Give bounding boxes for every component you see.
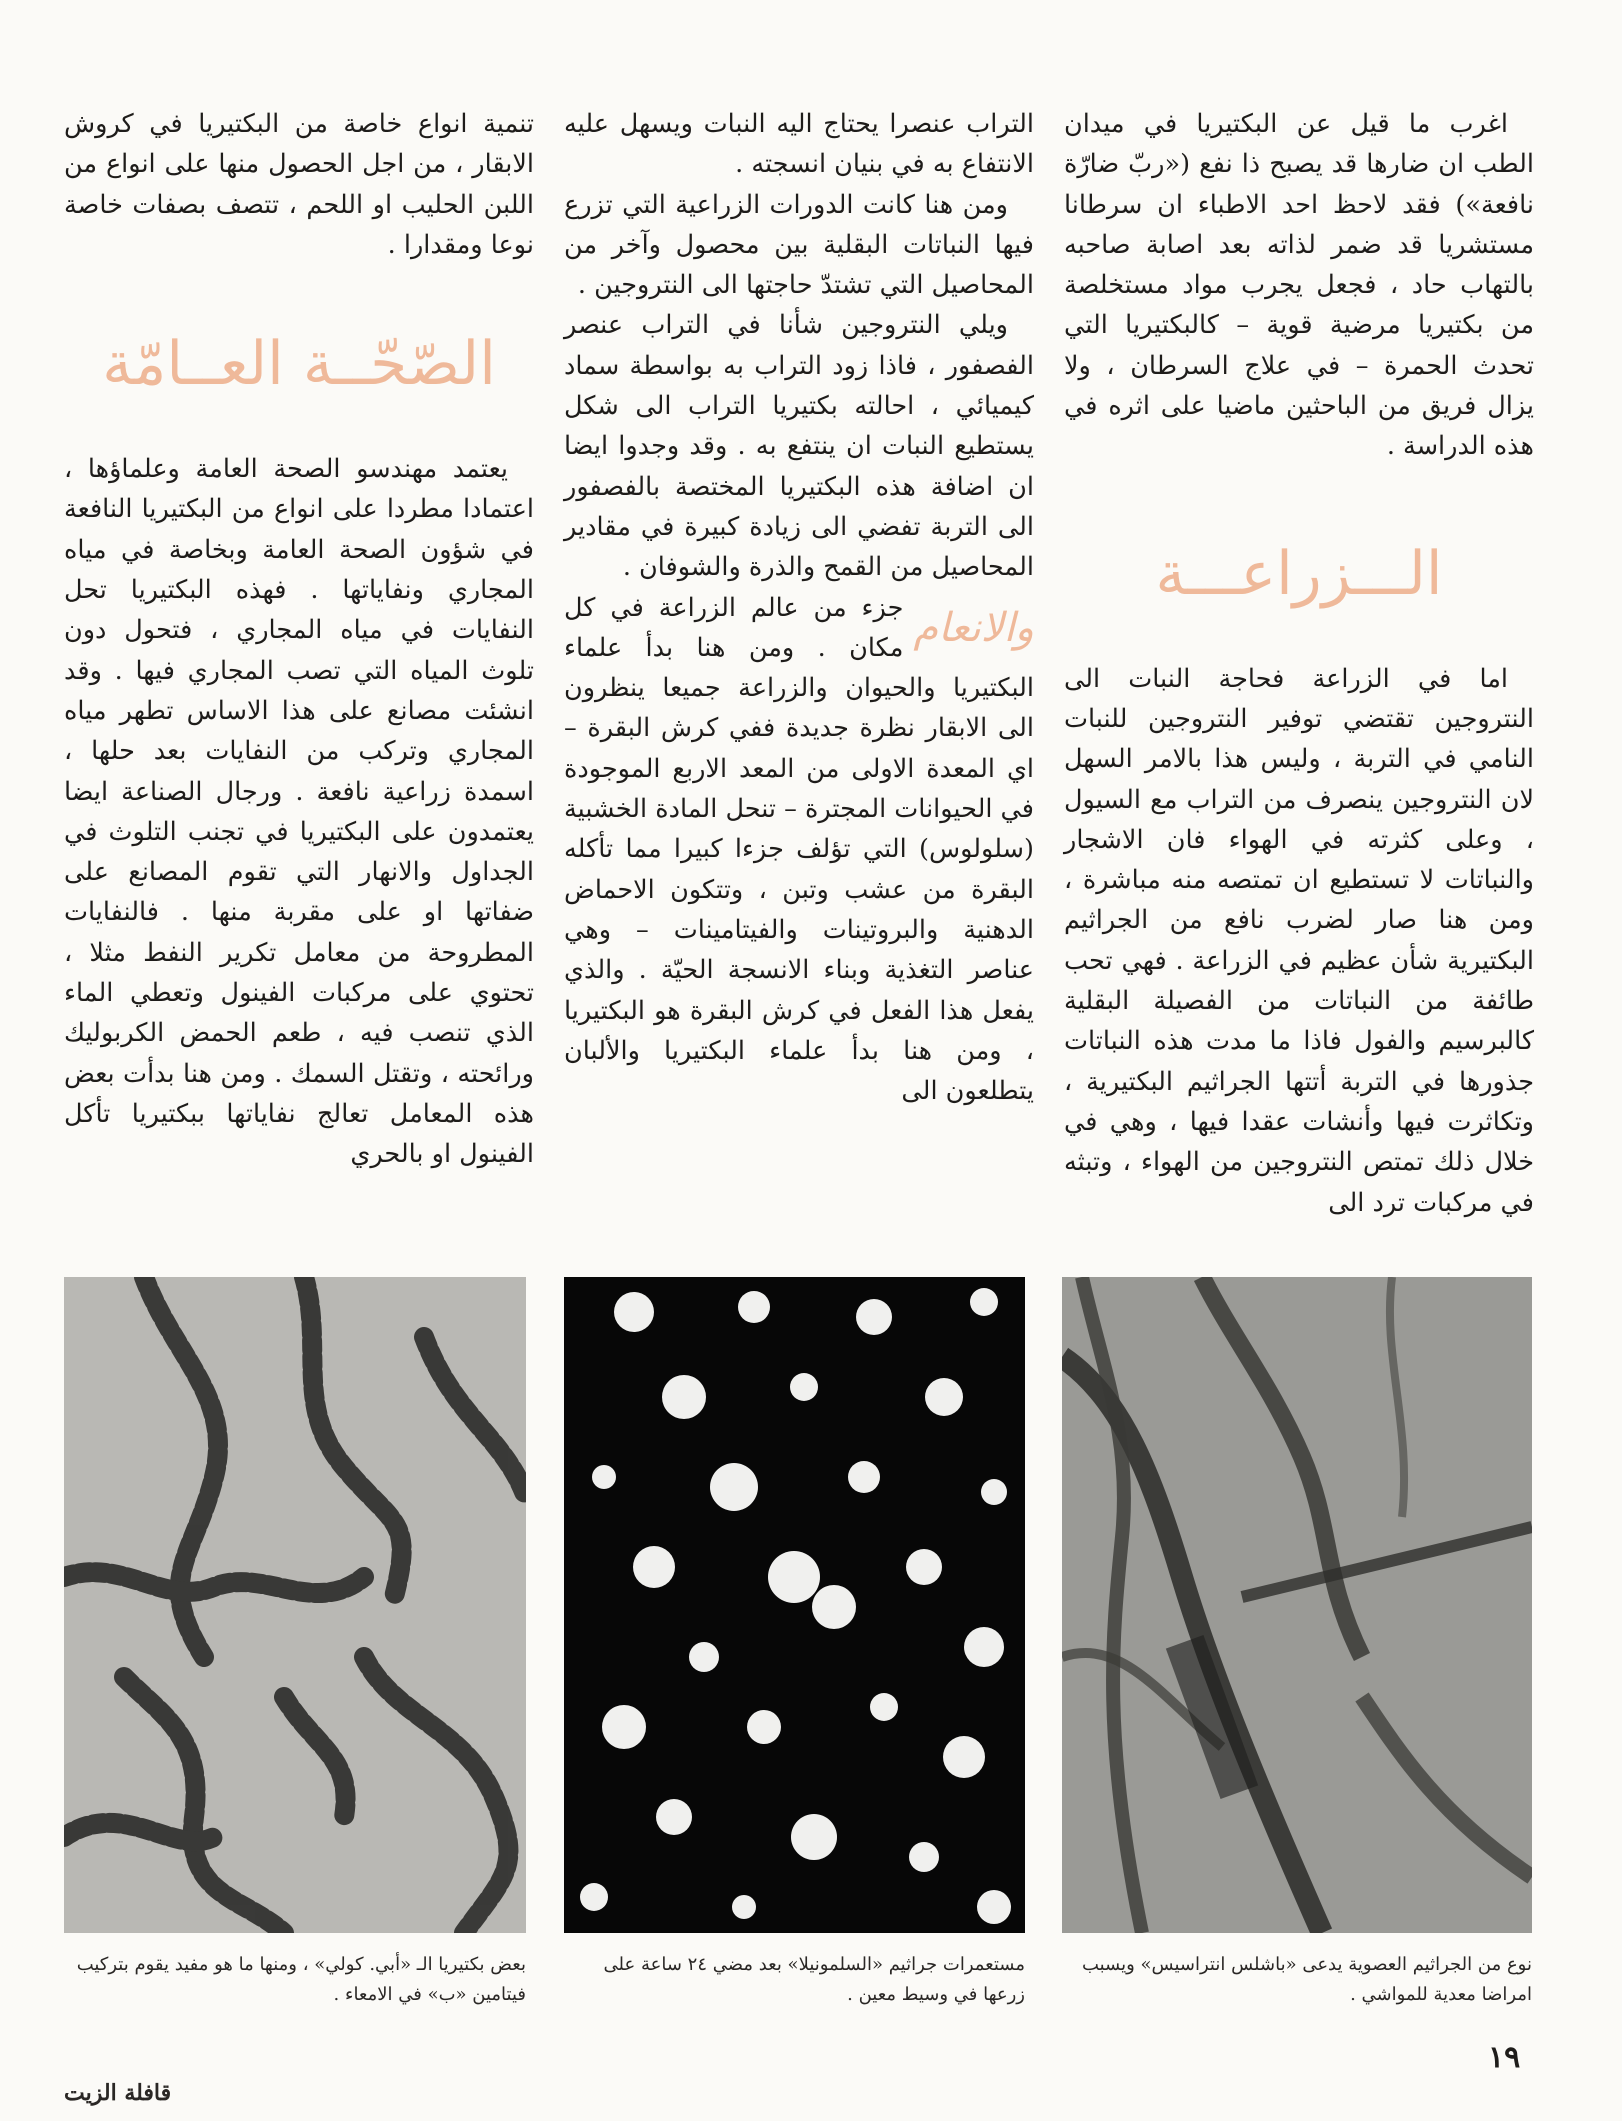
micrograph-anthracis [1062, 1277, 1532, 1933]
paragraph-agriculture: اما في الزراعة فحاجة النبات الى النتروجين تقتضي توفير النتروجين للنبات النامي في التربة ، وليس هذا بالامر السهل لان النتروجين ينصرف من التراب مع السيول ، وعلى كثرته في الهواء فان الاشجار والنباتات لا تستطيع ان تمتصه منه مباشرة ، ومن هنا صار لضرب نافع من الجراثيم البكتيرية شأن عظيم في الزراعة . فهي تحب طائفة من النباتات من الفصيلة البقلية كالبرسيم والفول فاذا ما مدت هذه النباتات جذورها في التربة أتتها الجراثيم البكتيرية ، وتكاثرت فيها وأنشات عقدا فيها ، وهي في خلال ذلك تمتص النتروجين من الهواء ، وتبثه في مركبات ترد الى [1064, 663, 1534, 1218]
paragraph-phosphorus: ويلي النتروجين شأنا في التراب عنصر الفصفور ، فاذا زود التراب به بواسطة سماد كيميائي ، احالته بكتيريا التراب الى شكل يستطيع النبات ان ينتفع به . وقد وجدوا ايضا ان اضافة هذه البكتيريا المختصة بالفصفور الى التربة تفضي الى زيادة كبيرة في مقادير المحاصيل من القمح والذرة والشوفان . [564, 310, 1034, 583]
micrograph-salmonella-image [564, 1277, 1025, 1933]
caption-ecoli: بعض بكتيريا الـ «أبي. كولي» ، ومنها ما هو مفيد يقوم بتركيب فيتامين «ب» في الامعاء . [76, 1954, 526, 2005]
section-heading-agriculture: الـــزراعـــة [1155, 538, 1443, 609]
publication-footer: قافلة الزيت [64, 2080, 172, 2106]
paragraph-medicine: اغرب ما قيل عن البكتيريا في ميدان الطب ان ضارها قد يصبح ذا نفع («ربّ ضارّة نافعة») فقد لاحظ احد الاطباء ان سرطانا مستشريا قد ضمر لذاته بعد اصابة صاحبه بالتهاب حاد ، فجعل يجرب مواد مستخلصة من بكتيريا مرضية قوية – كالبكتيريا التي تحدث الحمرة – في علاج السرطان ، ولا يزال فريق من الباحثين ماضيا على اثره في هذه الدراسة . [1064, 109, 1534, 462]
micrograph-ecoli [64, 1277, 526, 1933]
paragraph-soil: التراب عنصرا يحتاج اليه النبات ويسهل عليه الانتفاع به في بنيان انسجته . [564, 109, 1034, 180]
article-column-middle [564, 104, 1034, 1111]
page-number: ١٩ [1488, 2040, 1521, 2075]
caption-salmonella: مستعمرات جراثيم «السلمونيلا» بعد مضي ٢٤ ساعة على زرعها في وسيط معين . [603, 1954, 1025, 2005]
micrograph-salmonella [564, 1277, 1025, 1933]
caption-anthracis: نوع من الجراثيم العصوية يدعى «باشلس انتراسيس» ويسبب امراضا معدية للمواشي . [1081, 1954, 1532, 2005]
article-column-left [64, 104, 534, 1175]
paragraph-livestock-text: جزء من عالم الزراعة في كل مكان . ومن هنا بدأ علماء البكتيريا والحيوان والزراعة جميعا ينظرون الى الابقار نظرة جديدة ففي كرش البقرة – اي المعدة الاولى من المعد الاربع الموجودة في الحيوانات المجترة – تنحل المادة الخشبية (سلولوس) التي تؤلف جزءا كبيرا مما تأكله البقرة من عشب وتبن ، وتتكون الاحماض الدهنية والبروتينات والفيتامينات – وهي عناصر التغذية وبناء الانسجة الحيّة . والذي يفعل هذا الفعل في كرش البقرة هو البكتيريا ، ومن هنا بدأ علماء البكتيريا والألبان يتطلعون الى [564, 592, 1034, 1107]
paragraph-cattle-breeding: تنمية انواع خاصة من البكتيريا في كروش الابقار ، من اجل الحصول منها على انواع من اللبن الحليب او اللحم ، تتصف بصفات خاصة نوعا ومقدارا . [64, 109, 534, 260]
paragraph-public-health: يعتمد مهندسو الصحة العامة وعلماؤها ، اعتمادا مطردا على انواع من البكتيريا النافعة في شؤون الصحة العامة وبخاصة في مياه المجاري ونفاياتها . فهذه البكتيريا تحل النفايات في مياه المجاري ، فتحول دون تلوث المياه التي تصب المجاري فيها . وقد انشئت مصانع على هذا الاساس تطهر مياه المجاري وتركب من النفايات بعد حلها ، اسمدة زراعية نافعة . ورجال الصناعة ايضا يعتمدون على البكتيريا في تجنب التلوث في الجداول والانهار التي تقوم المصانع على ضفاتها او على مقربة منها . فالنفايات المطروحة من معامل تكرير النفط مثلا ، تحتوي على مركبات الفينول وتعطي الماء الذي تنصب فيه ، طعم الحمض الكربوليك ورائحته ، وتقتل السمك . ومن هنا بدأت بعض هذه المعامل تعالج نفاياتها ببكتيريا تأكل الفينول او بالحري [64, 454, 534, 1170]
paragraph-livestock [564, 588, 1034, 1112]
micrograph-ecoli-image [64, 1277, 526, 1933]
section-heading-livestock: والانعام [913, 604, 1034, 651]
micrograph-anthracis-image [1062, 1277, 1532, 1933]
section-heading-public-health: الصّحّــة العــامّة [102, 329, 496, 400]
paragraph-crop-rotation: ومن هنا كانت الدورات الزراعية التي تزرع فيها النباتات البقلية بين محصول وآخر من المحاصيل التي تشتدّ حاجتها الى النتروجين . [564, 189, 1034, 301]
article-column-right [1064, 104, 1534, 1223]
